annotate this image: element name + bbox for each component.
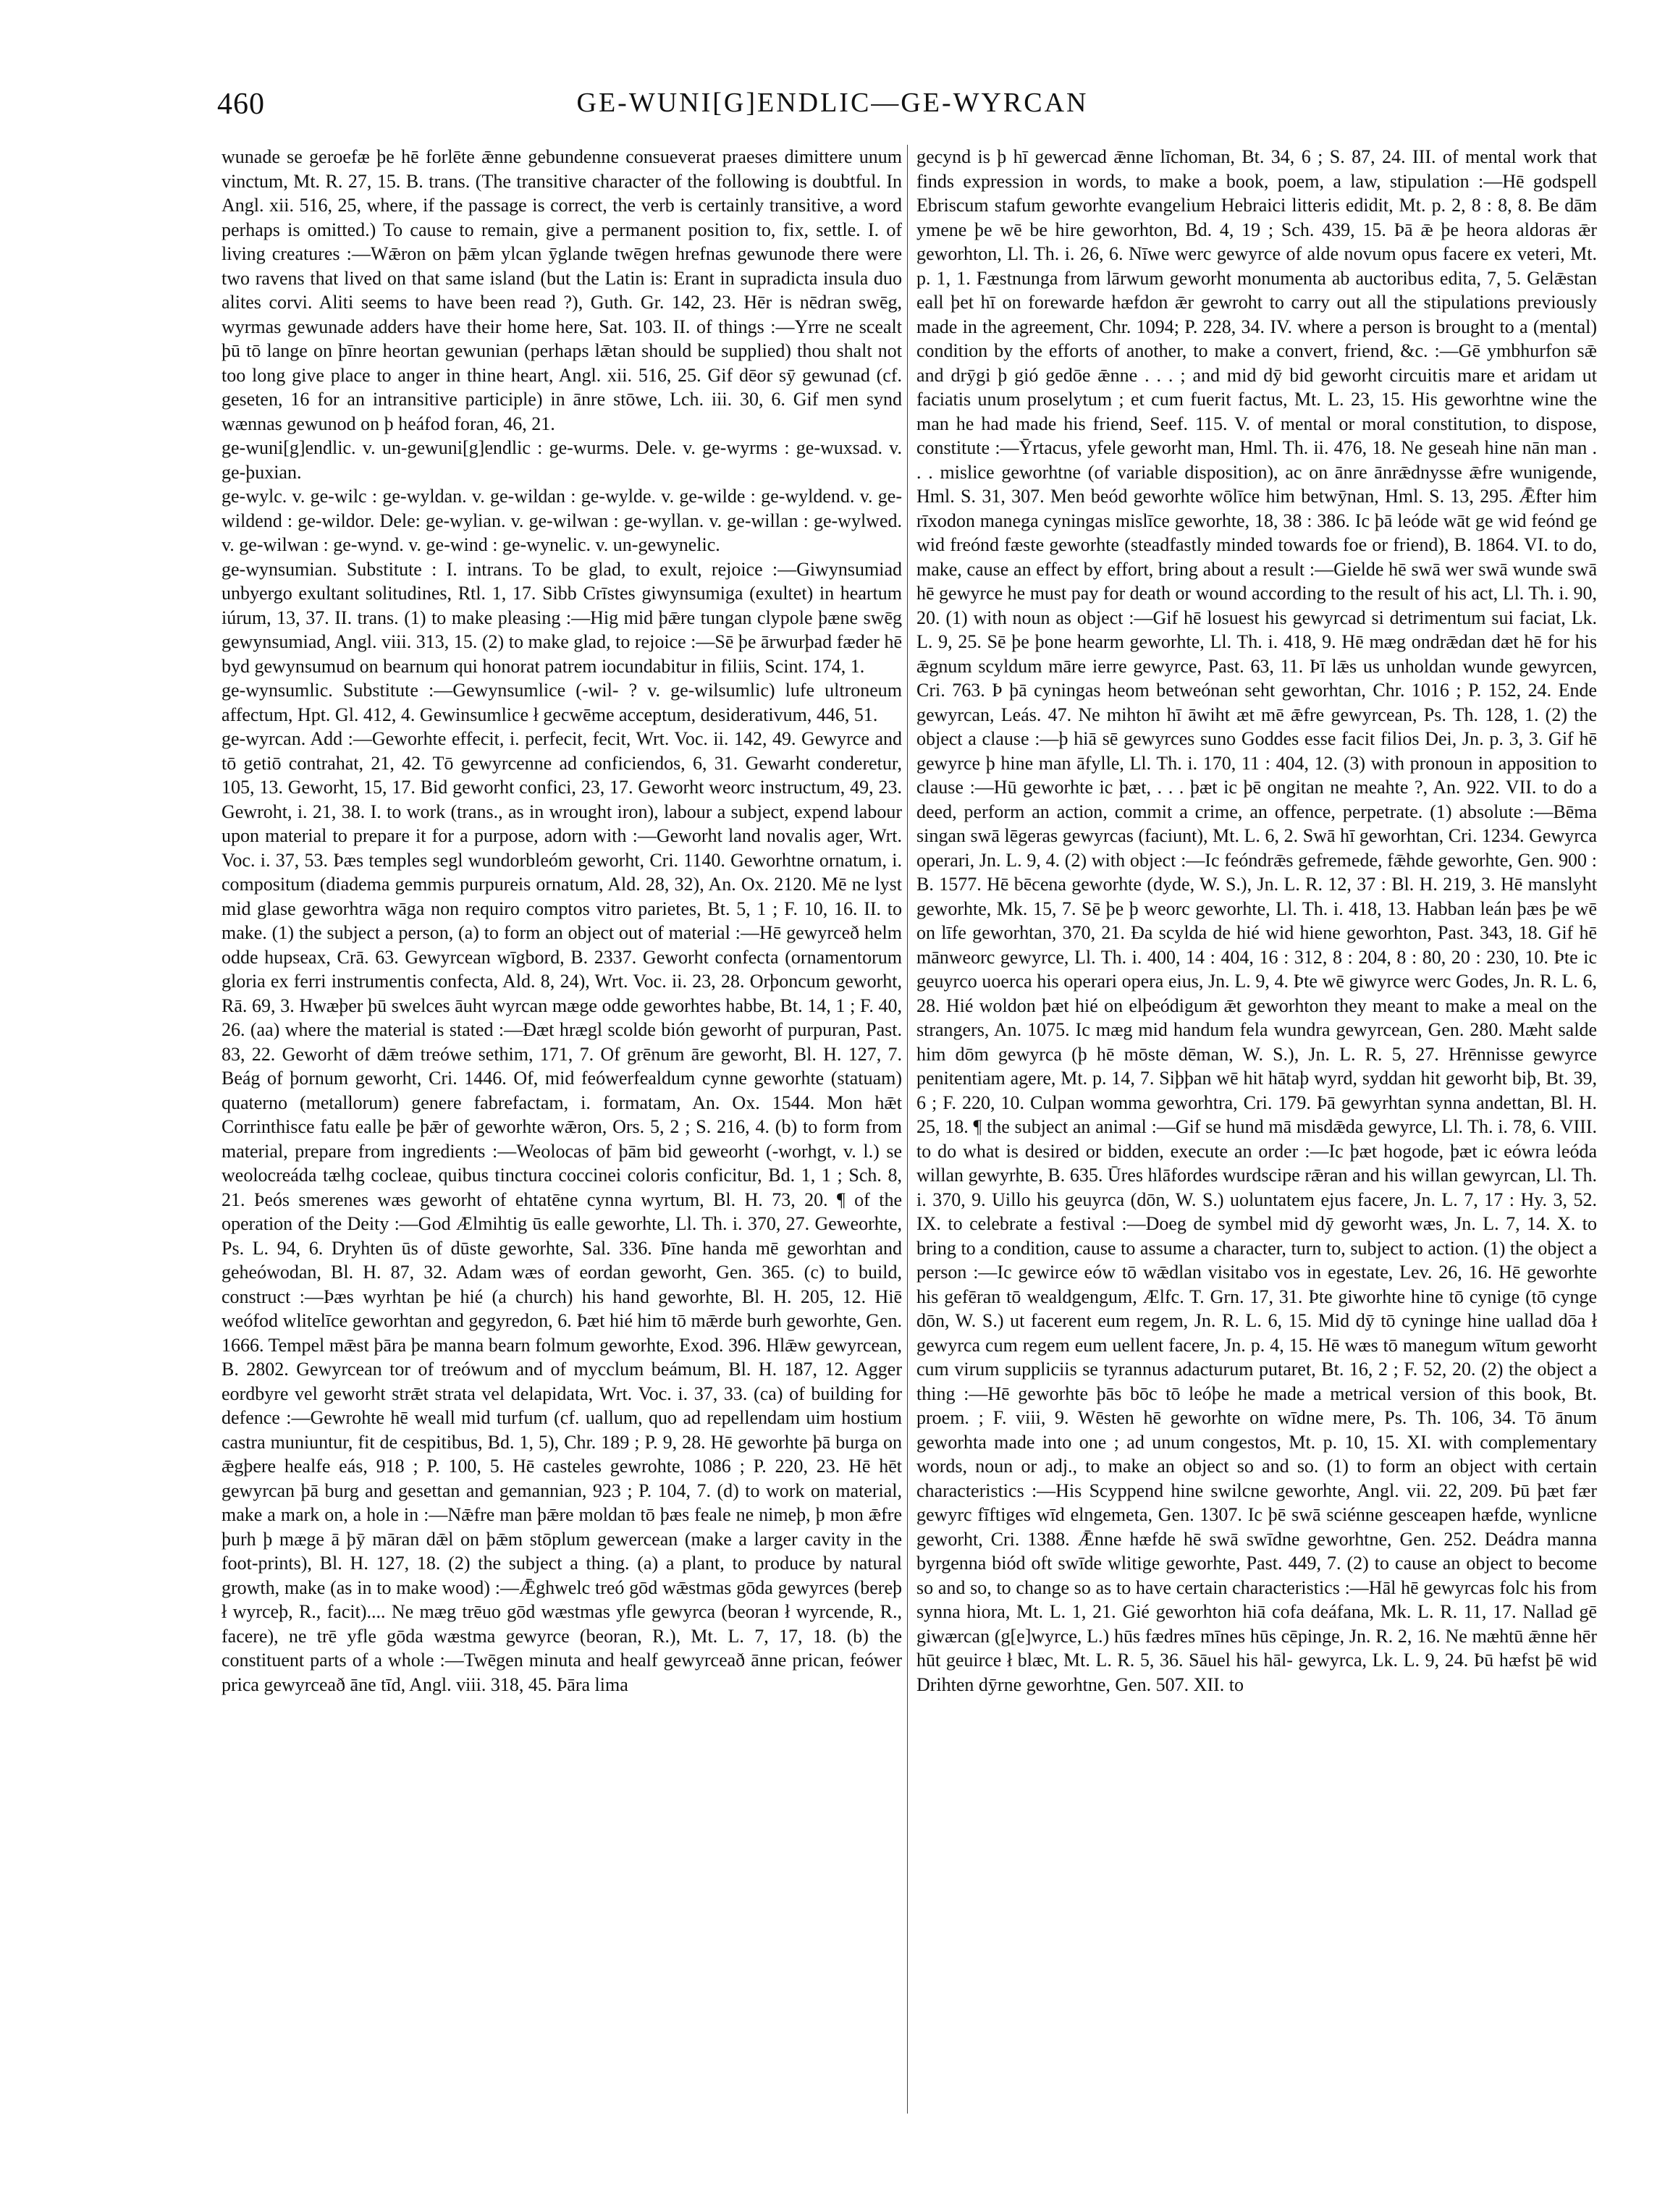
running-header: [217, 87, 1448, 130]
dictionary-entry: ge-wynsumlic. Substitute :—Gewynsumlice (-wil- ? v. ge-wilsumlic) lufe ultroneum affectum, Hpt. Gl. 412, 4. Gewinsumlice ł gecwēme acceptum, desiderativum, 446, 51.: [222, 680, 902, 725]
column-divider: [907, 145, 908, 2114]
dictionary-entry: gecynd is þ hī gewercad ǣnne līchoman, Bt. 34, 6 ; S. 87, 24. III. of mental work that finds expression in words, to make a book, poem, a law, stipulation :—Hē godspell Ebriscum stafum geworhte evangelium Hebraici litteris edidit, Mt. p. 2, 8 : 8, 8. Be dām ymene þe wē be hire geworhton, Bd. 4, 19 ; Sch. 439, 15. Þā ǣ þe heora aldoras ǣr geworhton, Ll. Th. i. 26, 6. Nīwe werc gewyrce of alde novum opus facere ex veteri, Mt. p. 1, 1. Fæstnunga from lārwum geworht monumenta ab auctoribus edita, 7, 5. Gelǣstan eall þet hī on forewarde hæfdon ǣr gewroht to carry out all the stipulations previously made in the agreement, Chr. 1094; P. 228, 34. IV. where a person is brought to a (mental) condition by the efforts of another, to make a convert, friend, &c. :—Gē ymbhurfon sǣ and drȳgi þ gió gedōe ǣnne . . . ; and mid dȳ bid geworht circuitis mare et aridam ut faciatis unum proselytum ; et cum fuerit factus, Mt. L. 23, 15. His geworhtne wine the man he had made his friend, Seef. 115. V. of mental or moral constitution, to dispose, constitute :—Ȳrtacus, yfele geworht man, Hml. Th. ii. 476, 18. Ne geseah hine nān man . . . mislice geworhtne (of variable disposition), ac on ānre ānrǣdnysse ǣfre wunigende, Hml. S. 31, 307. Men beód geworhte wōlīce him betwȳnan, Hml. S. 13, 295. Ǣfter him rīxodon manega cyningas mislīce geworhte, 18, 38 : 386. Ic þā leóde wāt ge wid feónd ge wid freónd fæste geworhte (steadfastly minded towards foe or friend), B. 1864. VI. to do, make, cause an effect by effort, bring about a result :—Gielde hē swā wer swā wunde swā hē gewyrce he must pay for death or wound according to the result of his act, Ll. Th. i. 90, 20. (1) with noun as object :—Gif hē losuest his gewyrcad si detrimentum sui faciat, Lk. L. 9, 25. Sē þe þone hearm geworhte, Ll. Th. i. 418, 9. Hē mæg ondrǣdan dæt hē for his ǣgnum scyldum māre ierre gewyrce, Past. 63, 11. Þī lǣs us unholdan wunde gewyrcen, Cri. 763. Þ þā cyningas heom betweónan seht geworhtan, Chr. 1016 ; P. 152, 24. Ende gewyrcan, Leás. 47. Ne mihton hī āwiht æt mē ǣfre gewyrcean, Ps. Th. 128, 1. (2) the object a clause :—þ hiā sē gewyrces suno Goddes esse facit filios Dei, Jn. p. 3, 3. Gif hē gewyrce þ hine man āfylle, Ll. Th. i. 170, 11 : 404, 12. (3) with pronoun in apposition to clause :—Hū geworhte ic þæt, . . . þæt ic þē ongitan ne meahte ?, An. 922. VII. to do a deed, perform an action, commit a crime, an offence, perpetrate. (1) absolute :—Bēma singan swā lēgeras gewyrcas (faciunt), Mt. L. 6, 2. Swā hī geworhtan, Cri. 1234. Gewyrca operari, Jn. L. 9, 4. (2) with object :—Ic feóndrǣs gefremede, fǣhde geworhte, Gen. 900 : B. 1577. Hē bēcena geworhte (dyde, W. S.), Jn. L. R. 12, 37 : Bl. H. 219, 3. Hē manslyht geworhte, Mk. 15, 7. Sē þe þ weorc geworhte, Ll. Th. i. 418, 13. Habban leán þæs þe wē on līfe geworhtan, 370, 21. Ða scylda de hié wid hiene geworhton, Past. 343, 18. Gif hē mānweorc gewyrce, Ll. Th. i. 400, 14 : 404, 16 : 312, 8 : 204, 8 : 80, 20 : 230, 10. Þte ic geuyrco uoerca his operari opera eius, Jn. L. 9, 4. Þte wē giwyrce werc Godes, Jn. R. L. 6, 28. Hié woldon þæt hié on elþeódigum ǣt geworhton they meant to make a meal on the strangers, An. 1075. Ic mæg mid handum fela wundra gewyrcean, Gen. 280. Mæht salde him dōm gewyrca (þ hē mōste dēman, W. S.), Jn. L. R. 5, 27. Hrēnnisse gewyrce penitentiam agere, Mt. p. 14, 7. Siþþan wē hit hātaþ wyrd, syddan hit geworht biþ, Bt. 39, 6 ; F. 220, 10. Culpan womma geworhtra, Cri. 179. Þā gewyrhtan synna andettan, Bl. H. 25, 18. ¶ the subject an animal :—Gif se hund mā misdǣda gewyrce, Ll. Th. i. 78, 6. VIII. to do what is desired or bidden, execute an order :—Ic þæt hogode, þæt ic eówra leóda willan gewyrhte, B. 635. Ūres hlāfordes wurdscipe rǣran and his willan gewyrcan, Ll. Th. i. 370, 9. Uillo his geuyrca (dōn, W. S.) uoluntatem ejus facere, Jn. L. 7, 17 : Hy. 3, 52. IX. to celebrate a festival :—Doeg de symbel mid dȳ geworht wæs, Jn. L. 7, 14. X. to bring to a condition, cause to assume a character, turn to, subject to action. (1) the object a person :—Ic gewirce eów tō wǣdlan visitabo vos in egestate, Lev. 26, 16. Hē geworhte his gefēran tō wealdgengum, Ælfc. T. Grn. 17, 31. Þte giworhte hine tō cynige (tō cynge dōn, W. S.) ut facerent eum regem, Jn. R. L. 6, 15. Mid dȳ tō cyninge hine uallad dōa ł gewyrca cum regem eum uellent facere, Jn. p. 4, 15. Hē wæs tō manegum wītum geworht cum virum suppliciis se tyrannus adacturum putaret, Bt. 16, 2 ; F. 52, 20. (2) the object a thing :—Hē geworhte þās bōc tō leóþe he made a metrical version of this book, Bt. proem. ; F. viii, 9. Wēsten hē geworhte on wīdne mere, Ps. Th. 106, 34. Tō ānum geworhta made into one ; ad unum congestos, Mt. p. 10, 15. XI. with complementary words, noun or adj., to make an object so and so. (1) to form an object with certain characteristics :—His Scyppend hine swilcne geworhte, Angl. vii. 22, 209. Þū þæt fær gewyrc fīftiges wīd elngemeta, Gen. 1307. Ic þē swā sciénne gesceapen hæfde, wynlicne geworht, Cri. 1388. Ǣnne hæfde hē swā swīdne geworhtne, Gen. 252. Deádra manna byrgenna biód oft swīde wlitige geworhte, Past. 449, 7. (2) to cause an object to become so and so, to change so as to have certain characteristics :—Hāl hē gewyrcas folc his from synna hiora, Mt. L. 1, 21. Gié geworhton hiā cofa deáfana, Mk. L. R. 11, 17. Nallad gē giwærcan (g[e]wyrce, L.) hūs fædres mīnes hūs cēpinge, Jn. R. 2, 16. Ne mæhtū ǣnne hēr hūt geuirce ł blæc, Mt. L. R. 5, 36. Sāuel his hāl- gewyrca, Lk. L. 9, 24. Þū hæfst þē wid Drihten dȳrne geworhtne, Gen. 507. XII. to: [916, 146, 1597, 1695]
dictionary-entry: wunade se geroefæ þe hē forlēte ǣnne gebundenne consueverat praeses dimittere unum vinctum, Mt. R. 27, 15. B. trans. (The transitive character of the following is doubtful. In Angl. xii. 516, 25, where, if the passage is correct, the verb is certainly transitive, a word perhaps is omitted.) To cause to remain, give a permanent position to, fix, settle. I. of living creatures :—Wǣron on þǣm ylcan ȳglande twēgen hrefnas gewunode there were two ravens that lived on that same island (but the Latin is: Erant in supradicta insula duo alites corvi. Aliti seems to have been read ?), Guth. Gr. 142, 23. Hēr is nēdran swēg, wyrmas gewunade adders have their home here, Sat. 103. II. of things :—Yrre ne scealt þū tō lange on þīnre heortan gewunian (perhaps lǣtan should be supplied) thou shalt not too long give place to anger in thine heart, Angl. xii. 516, 25. Gif dēor sȳ gewunad (cf. geseten, 16 for an intransitive participle) in ānre stōwe, Lch. iii. 30, 6. Gif men synd wænnas gewunod on þ heáfod foran, 46, 21.: [222, 146, 902, 434]
dictionary-entry: ge-wylc. v. ge-wilc : ge-wyldan. v. ge-wildan : ge-wylde. v. ge-wilde : ge-wyldend. v. ge-wildend : ge-wildor. Dele: ge-wylian. v. ge-wilwan : ge-wyllan. v. ge-willan : ge-wylwed. v. ge-wilwan : ge-wynd. v. ge-wind : ge-wynelic. v. un-gewynelic.: [222, 486, 902, 555]
dictionary-entry: ge-wynsumian. Substitute : I. intrans. To be glad, to exult, rejoice :—Giwynsumiad unbyergo exultant solitudines, Rtl. 1, 17. Sibb Crīstes giwynsumiga (exultet) in heartum iúrum, 13, 37. II. trans. (1) to make pleasing :—Hig mid þǣre tungan clypole þæne swēg gewynsumiad, Angl. viii. 313, 15. (2) to make glad, to rejoice :—Sē þe ārwurþad fæder hē byd gewynsumud on bearnum qui honorat patrem iocundabitur in filiis, Scint. 174, 1.: [222, 558, 902, 677]
left-column: [222, 145, 902, 2099]
right-column: [916, 145, 1597, 2099]
dictionary-entry: ge-wyrcan. Add :—Geworhte effecit, i. perfecit, fecit, Wrt. Voc. ii. 142, 49. Gewyrce and tō getiō contrahat, 21, 42. Tō gewyrcenne ad conficiendos, 6, 31. Gewarht conderetur, 105, 13. Geworht, 15, 17. Bid geworht confici, 23, 17. Geworht weorc instructum, 49, 23. Gewroht, i. 21, 38. I. to work (trans., as in wrought iron), labour a subject, expend labour upon material to prepare it for a purpose, adorn with :—Geworht land novalis ager, Wrt. Voc. i. 37, 53. Þæs temples segl wundorbleóm geworht, Cri. 1140. Geworhtne ornatum, i. compositum (diadema gemmis purpureis ornatum, Ald. 28, 32), An. Ox. 2120. Mē ne lyst mid glase geworhtra wāga non requiro comptos vitro parietes, Bt. 5, 1 ; F. 10, 16. II. to make. (1) the subject a person, (a) to form an object out of material :—Hē gewyrceð helm odde hupseax, Crā. 63. Gewyrcean wīgbord, B. 2337. Geworht confecta (ornamentorum gloria ex ferri instrumentis confecta, Ald. 8, 24), Wrt. Voc. ii. 23, 28. Orþoncum geworht, Rā. 69, 3. Hwæþer þū swelces āuht wyrcan mæge odde geworhtes habbe, Bt. 14, 1 ; F. 40, 26. (aa) where the material is stated :—Ðæt hrægl scolde bión geworht of purpuran, Past. 83, 22. Geworht of dǣm treówe sethim, 171, 7. Of grēnum āre geworht, Bl. H. 127, 7. Beág of þornum geworht, Cri. 1446. Of, mid feówerfealdum cynne geworhte (statuam) quaterno (metallorum) genere fabrefactam, i. formatam, An. Ox. 1544. Mon hǣt Corrinthisce fatu ealle þe þǣr of geworhte wǣron, Ors. 5, 2 ; S. 216, 4. (b) to form from material, prepare from ingredients :—Weolocas of þām bid geweorht (-worhgt, v. l.) se weolocreáda tælhg cocleae, quibus tinctura coccinei coloris conficitur, Bd. 1, 1 ; Sch. 8, 21. Þeós smerenes wæs geworht of ehtatēne cynna wyrtum, Bl. H. 73, 20. ¶ of the operation of the Deity :—God Ælmihtig ūs ealle geworhte, Ll. Th. i. 370, 27. Geweorhte, Ps. L. 94, 6. Dryhten ūs of dūste geworhte, Sal. 336. Þīne handa mē geworhtan and geheówodan, Bl. H. 87, 32. Adam wæs of eordan geworht, Gen. 365. (c) to build, construct :—Þæs wyrhtan þe hié (a church) his hand geworhte, Bl. H. 205, 12. Hiē weófod wlitelīce geworhtan and gegyredon, 6. Þæt hié him tō mǣrde burh geworhte, Gen. 1666. Tempel mǣst þāra þe manna bearn folmum geworhte, Exod. 396. Hlǣw gewyrcean, B. 2802. Gewyrcean tor of treówum and of mycclum beámum, Bl. H. 187, 12. Agger eordbyre vel geworht strǣt strata vel delapidata, Wrt. Voc. i. 37, 33. (ca) of building for defence :—Gewrohte hē weall mid turfum (cf. uallum, quo ad repellendam uim hostium castra muniuntur, fit de cespitibus, Bd. 1, 5), Chr. 189 ; P. 9, 28. Hē geworhte þā burga on ǣgþere healfe eás, 918 ; P. 100, 5. Hē casteles gewrohte, 1086 ; P. 220, 23. Hē hēt gewyrcan þā burg and gesettan and gemannian, 923 ; P. 104, 7. (d) to work on material, make a mark on, a hole in :—Nǣfre man þǣre moldan tō þæs feale ne nimeþ, þ mon ǣfre þurh þ mæge ā þȳ māran dǣl on þǣm stōplum gewercean (make a larger cavity in the foot-prints), Bl. H. 127, 18. (2) the subject a thing. (a) a plant, to produce by natural growth, make (as in to make wood) :—Ǣghwelc treó gōd wǣstmas gōda gewyrces (bereþ ł wyrceþ, R., facit).... Ne mæg trēuo gōd wæstmas yfle gewyrca (beoran ł wyrcende, R., facere), ne trē yfle gōda wæstma gewyrce (beoran, R.), Mt. L. 7, 17, 18. (b) the constituent parts of a whole :—Twēgen minuta and healf gewyrceað ānne prican, feówer prica gewyrceað āne tīd, Angl. viii. 318, 45. Þāra lima: [222, 728, 902, 1695]
dictionary-entry: ge-wuni[g]endlic. v. un-gewuni[g]endlic : ge-wurms. Dele. v. ge-wyrms : ge-wuxsad. v. ge-þuxian.: [222, 437, 902, 483]
running-head-title: GE-WUNI[G]ENDLIC—GE-WYRCAN: [576, 88, 1089, 118]
page-number: 460: [217, 88, 265, 121]
